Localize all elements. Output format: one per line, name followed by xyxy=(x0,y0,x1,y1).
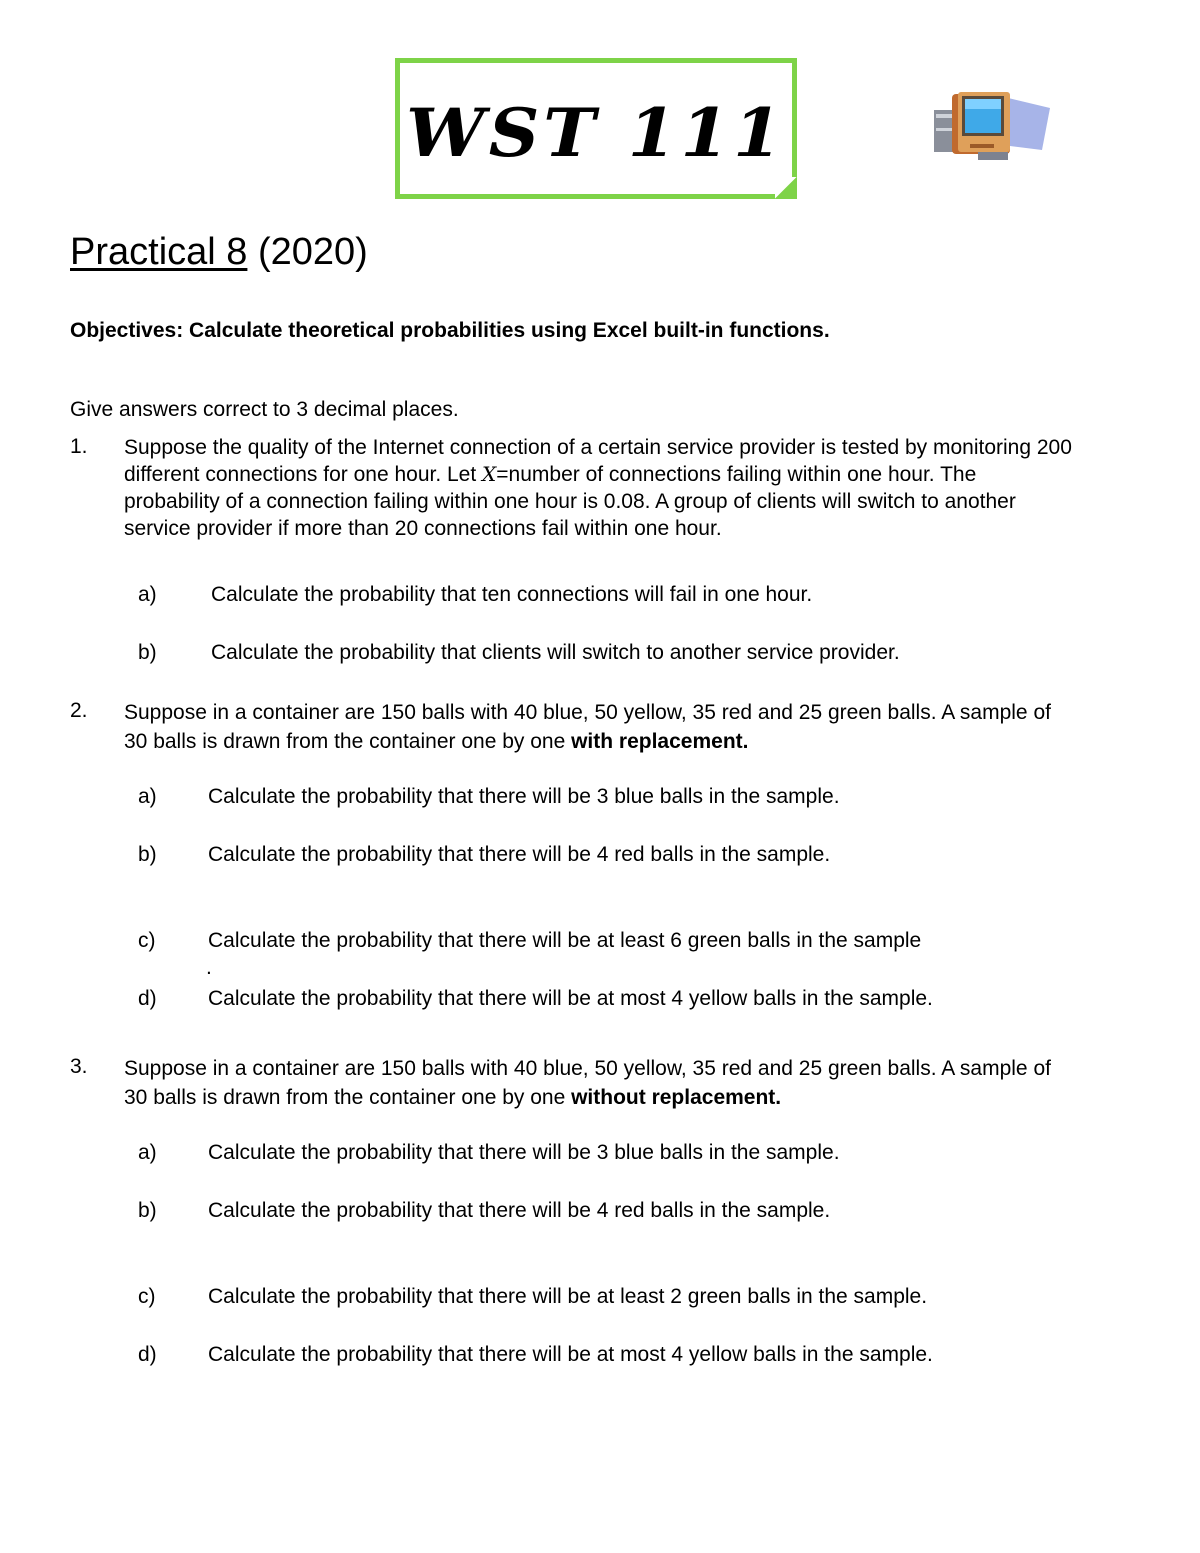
question-2b-text: Calculate the probability that there will be 4 red balls in the sample. xyxy=(208,843,831,866)
question-2d-text: Calculate the probability that there will be at most 4 yellow balls in the sample. xyxy=(208,987,933,1010)
question-3-text-main: Suppose in a container are 150 balls with 40 blue, 50 yellow, 35 red and 25 green balls. A sample of 30 balls is drawn from the container one by one xyxy=(124,1057,1051,1109)
question-2c-letter: c) xyxy=(138,929,156,952)
course-title-box xyxy=(395,58,797,199)
question-3b-letter: b) xyxy=(138,1199,157,1222)
practical-year: (2020) xyxy=(247,231,368,273)
question-2-text-bold: with replacement. xyxy=(571,730,749,753)
instructions: Give answers correct to 3 decimal places. xyxy=(70,398,459,421)
question-3d-text: Calculate the probability that there will be at most 4 yellow balls in the sample. xyxy=(208,1343,933,1366)
question-1a-text: Calculate the probability that ten connections will fail in one hour. xyxy=(211,583,813,606)
course-code: WST 111 xyxy=(406,93,786,172)
question-3a-letter: a) xyxy=(138,1141,157,1164)
computer-icon xyxy=(930,88,1055,168)
objectives: Objectives: Calculate theoretical probabilities using Excel built-in functions. xyxy=(70,319,830,342)
page-title xyxy=(70,230,368,274)
question-3c-text: Calculate the probability that there will be at least 2 green balls in the sample. xyxy=(208,1285,928,1308)
question-2d-letter: d) xyxy=(138,987,157,1010)
question-3a-text: Calculate the probability that there will be 3 blue balls in the sample. xyxy=(208,1141,840,1164)
question-1-number: 1. xyxy=(70,435,88,458)
question-2a-text: Calculate the probability that there will be 3 blue balls in the sample. xyxy=(208,785,840,808)
question-3d-letter: d) xyxy=(138,1343,157,1366)
question-1-text-part2: =number of connections failing within one hour. The probability of a connection failing within one hour is 0.08. A group of clients will switch to another service provider if more than 20 connections fail within one hour. xyxy=(124,463,1016,540)
question-3-number: 3. xyxy=(70,1055,88,1078)
question-3b-text: Calculate the probability that there will be 4 red balls in the sample. xyxy=(208,1199,831,1222)
question-1b-text: Calculate the probability that clients will switch to another service provider. xyxy=(211,641,900,664)
question-3c-letter: c) xyxy=(138,1285,156,1308)
variable-x: X xyxy=(482,462,497,486)
question-2-text-main: Suppose in a container are 150 balls with 40 blue, 50 yellow, 35 red and 25 green balls. A sample of 30 balls is drawn from the container one by one xyxy=(124,701,1051,753)
question-1a-letter: a) xyxy=(138,583,157,606)
question-1-text xyxy=(124,434,1074,542)
stray-period: . xyxy=(206,956,212,979)
question-2b-letter: b) xyxy=(138,843,157,866)
question-3-text xyxy=(124,1054,1074,1112)
question-1b-letter: b) xyxy=(138,641,157,664)
question-2-text xyxy=(124,698,1074,756)
question-2a-letter: a) xyxy=(138,785,157,808)
question-2c-text: Calculate the probability that there will be at least 6 green balls in the sample xyxy=(208,929,922,952)
question-3-text-bold: without replacement. xyxy=(571,1086,782,1109)
question-1-text-part1: Suppose the quality of the Internet connection of a certain service provider is tested by monitoring 200 different connections for one hour. Let xyxy=(124,436,1072,486)
question-2-number: 2. xyxy=(70,699,88,722)
practical-number: Practical 8 xyxy=(70,231,248,273)
page-curl-decoration xyxy=(775,177,797,199)
